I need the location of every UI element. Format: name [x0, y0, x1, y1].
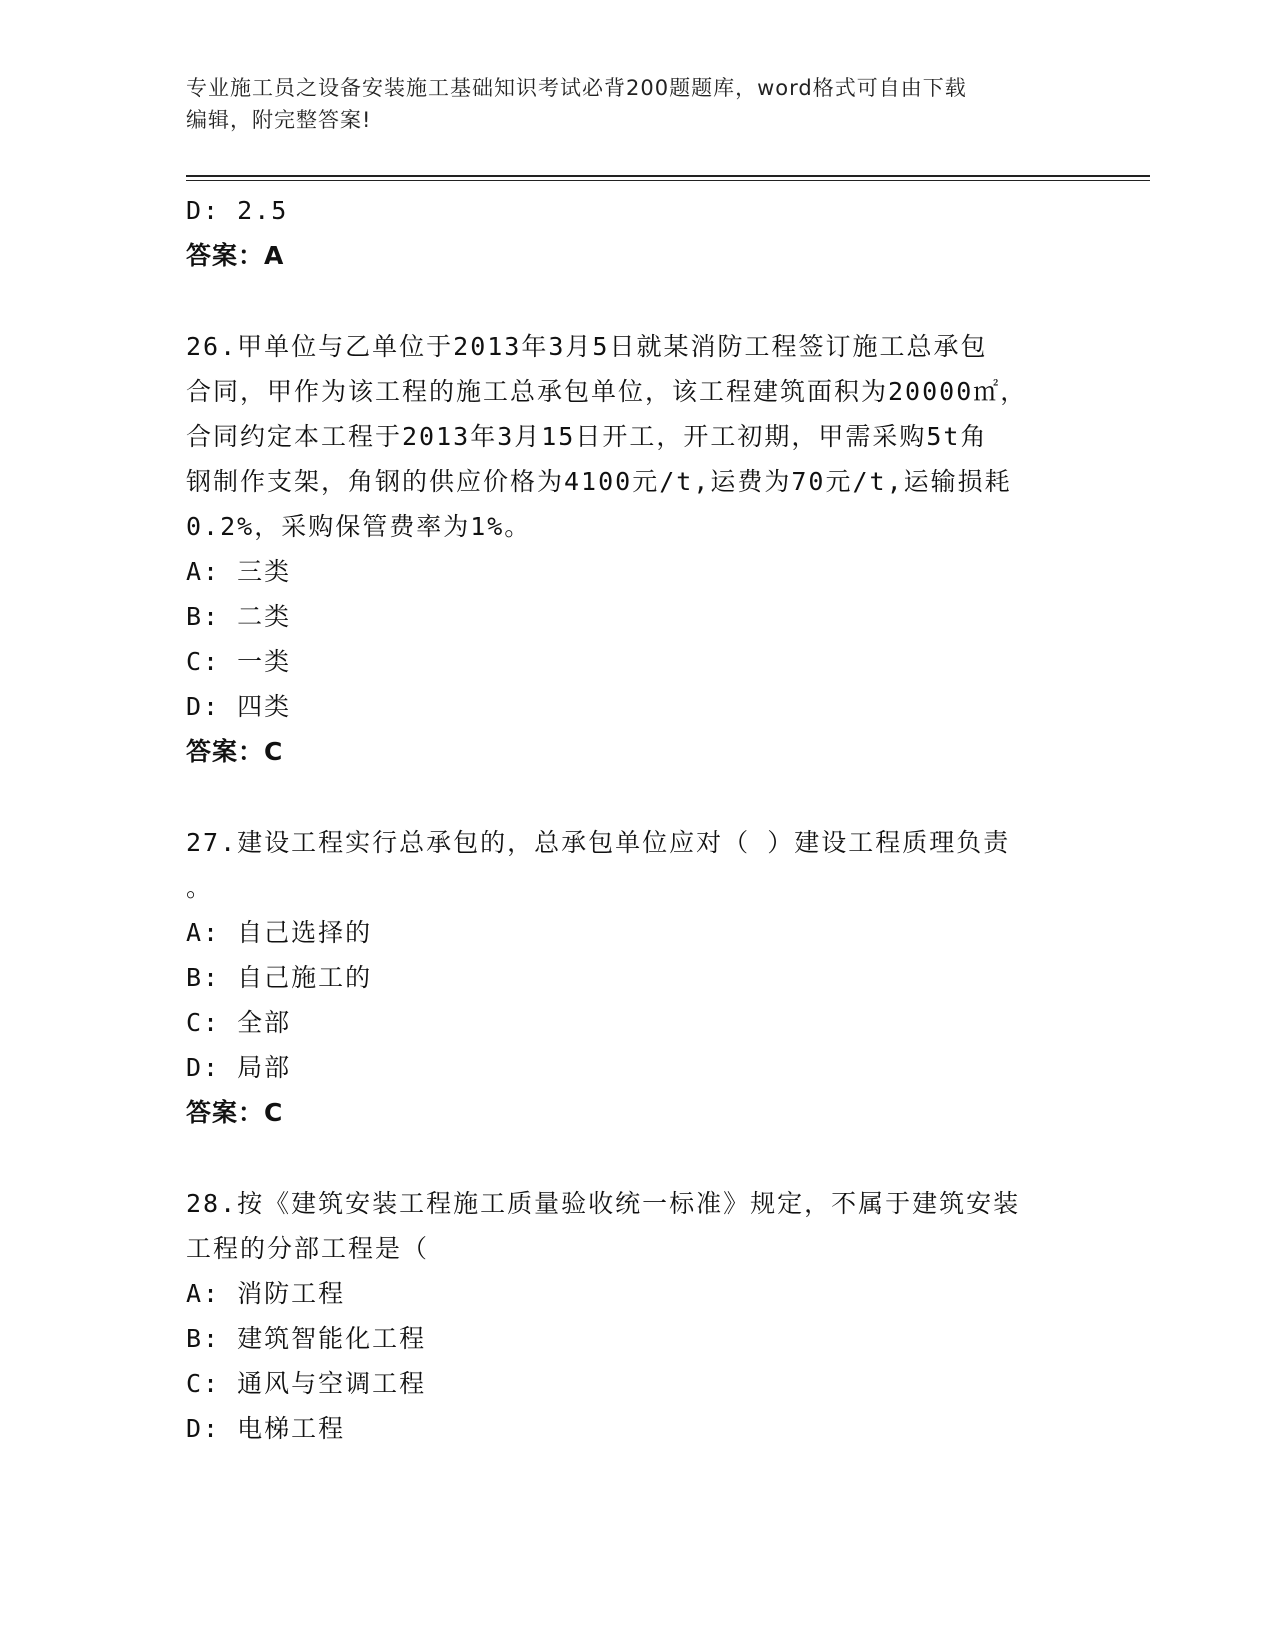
option-c: C: 全部: [186, 1008, 292, 1037]
answer: 答案：C: [186, 1098, 284, 1127]
question-text-line: 27.建设工程实行总承包的，总承包单位应对（ ）建设工程质理负责: [186, 828, 1011, 857]
spacer: [186, 774, 1086, 820]
header-divider-thin: [186, 180, 1150, 181]
option-d: D: 四类: [186, 692, 292, 721]
option-b: B: 自己施工的: [186, 963, 373, 992]
header-line-2: 编辑，附完整答案!: [186, 108, 372, 132]
question-text-line: 合同，甲作为该工程的施工总承包单位，该工程建筑面积为20000㎡，: [186, 377, 1028, 406]
header-divider-thick: [186, 175, 1150, 177]
question-text-line: 钢制作支架，角钢的供应价格为4100元/t,运费为70元/t,运输损耗: [186, 467, 1012, 496]
question-text-line: 。: [186, 873, 214, 902]
spacer: [186, 1135, 1086, 1181]
option-b: B: 二类: [186, 602, 292, 631]
option-a: A: 三类: [186, 557, 292, 586]
answer: 答案：C: [186, 737, 284, 766]
question-26: [186, 324, 1086, 774]
answer: 答案：A: [186, 241, 285, 270]
option-c: C: 一类: [186, 647, 292, 676]
question-27: [186, 820, 1086, 1135]
option-c: C: 通风与空调工程: [186, 1369, 427, 1398]
question-text-line: 26.甲单位与乙单位于2013年3月5日就某消防工程签订施工总承包: [186, 332, 988, 361]
option-d: D: 电梯工程: [186, 1414, 346, 1443]
spacer: [186, 278, 1086, 324]
header-line-1: 专业施工员之设备安装施工基础知识考试必背200题题库，word格式可自由下载: [186, 76, 967, 100]
option-a: A: 自己选择的: [186, 918, 373, 947]
question-text-line: 0.2%，采购保管费率为1%。: [186, 512, 532, 541]
option-b: B: 建筑智能化工程: [186, 1324, 427, 1353]
document-body: [186, 188, 1086, 1451]
option-d: D: 2.5: [186, 196, 289, 225]
question-text-line: 合同约定本工程于2013年3月15日开工，开工初期，甲需采购5t角: [186, 422, 988, 451]
option-d: D: 局部: [186, 1053, 292, 1082]
question-text-line: 28.按《建筑安装工程施工质量验收统一标准》规定，不属于建筑安装: [186, 1189, 1021, 1218]
option-a: A: 消防工程: [186, 1279, 346, 1308]
page-header: [186, 72, 1066, 136]
question-text-line: 工程的分部工程是（: [186, 1234, 430, 1263]
question-28: [186, 1181, 1086, 1451]
